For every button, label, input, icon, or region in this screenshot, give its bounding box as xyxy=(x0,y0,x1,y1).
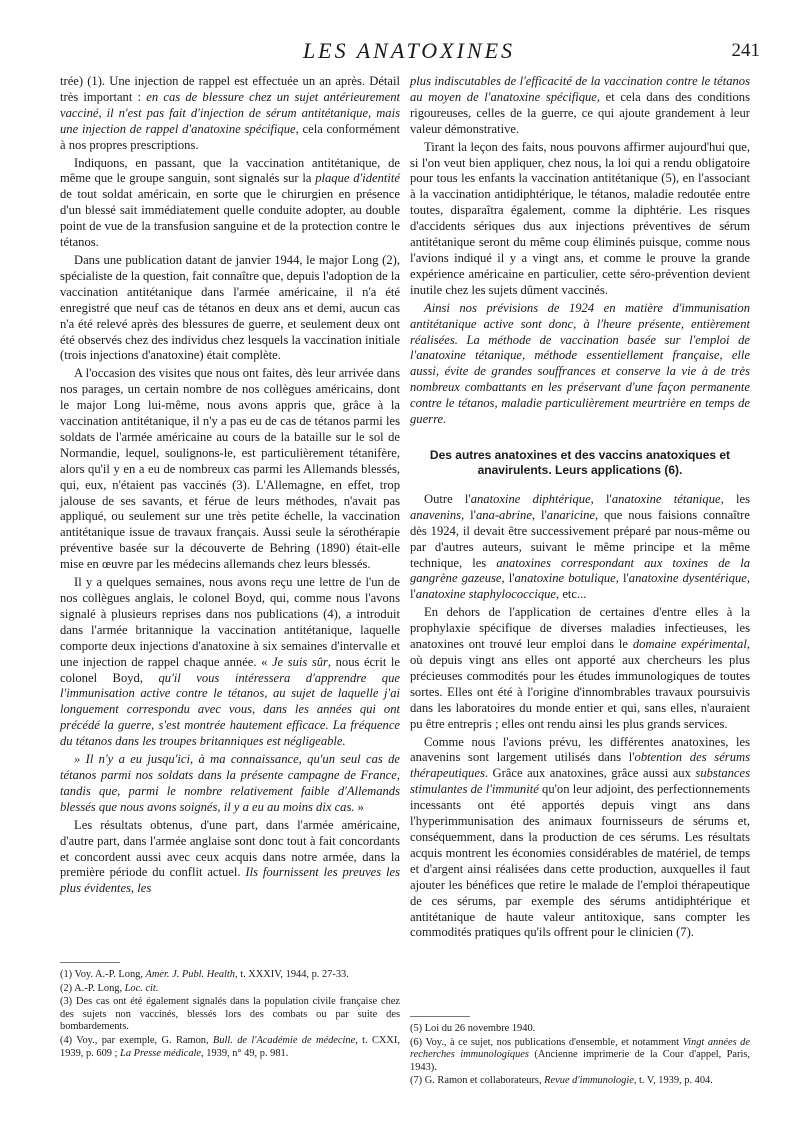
footnote xyxy=(410,1037,750,1075)
italic-text: La Presse médicale xyxy=(120,1047,202,1059)
italic-text: anatoxine tétanique xyxy=(611,491,721,506)
page-number: 241 xyxy=(731,40,760,61)
paragraph xyxy=(60,74,400,154)
text-run: , les xyxy=(720,491,750,506)
italic-text: anavenins xyxy=(410,507,462,522)
text-run: Comme nous l'avions prévu, les différentes anatoxines, les anavenins sont largement utilisés dans l' xyxy=(410,734,750,765)
italic-text: substances stimulantes de l'immunité xyxy=(410,766,750,797)
text-run: , cela conformément à nos propres prescriptions. xyxy=(60,121,400,152)
text-run: , etc... xyxy=(556,587,587,602)
italic-text: » Il n'y a eu jusqu'ici, à ma connaissance, qu'un seul cas de tétanos parmi nos soldats dans la présente campagne de France, tandis que, parmi le nombre relativement faible d'Allemands blessés que nous avons soignés, il y a eu au moins dix cas. xyxy=(60,752,400,814)
paragraph xyxy=(60,366,400,573)
paragraph xyxy=(60,575,400,750)
italic-text: Vingt années de recherches immunologiques xyxy=(410,1036,750,1061)
text-run: A l'occasion des visites que nous ont faites, dès leur arrivée dans nos parages, un certain nombre de nos collègues américains, dont le major Long lui-même, nous avons appris que, grâce à la vaccination antitétanique, il n'y a pas eu de cas de tétanos parmi les soldats de l'armée américaine au cours de la bataille sur le sol de Normandie, lequel, soulignons-le, est particulièrement tétanifère, alors qu'il y en a eu de nombreux cas parmi les Allemands blessés, qui, eux, n'étaient pas vaccinés (3). L'Allemagne, en effet, trop jalouse de ses savants, et férue de leurs méthodes, n'avait pas appliqué, ou seulement sur une très petite échelle, la vaccination antitétanique issue de travaux français. Aussi seule la sérothérapie préventive basée sur la découverte de Behring (1890) était-elle mise en œuvre par les médecins allemands chez leurs blessés. xyxy=(60,366,400,572)
text-run: , 1939, n° 49, p. 981. xyxy=(201,1047,289,1059)
paragraph xyxy=(410,735,750,942)
italic-text: Loc. cit. xyxy=(124,982,159,994)
text-run: Indiquons, en passant, que la vaccination antitétanique, de même que le groupe sanguin, sont signalés sur la xyxy=(60,155,400,186)
italic-text: domaine expérimental xyxy=(632,637,747,652)
italic-text: plus indiscutables de l'efficacité de la vaccination contre le tétanos au moyen de l'anatoxine spécifique xyxy=(410,74,750,104)
italic-text: anatoxine diphtérique xyxy=(470,491,591,506)
right-footnotes xyxy=(410,1016,750,1089)
text-run: (3) Des cas ont été également signalés dans la population civile française chez des sujets non vaccinés, blessés lors des combats ou par suite des bombardements. xyxy=(60,996,400,1033)
italic-text: anatoxine staphylococcique xyxy=(415,587,557,602)
italic-text: anaricine xyxy=(546,507,596,522)
left-footnotes xyxy=(60,962,400,1061)
text-run: , où depuis vingt ans elles ont apporté aux chercheurs les plus précieuses commodités pour les études immunologiques de toutes sortes. Elles ont été à l'origine d'innombrables travaux poursuivis dans les laboratoires du monde entier et qui, sans elles, n'auraient pu être entrepris ; elles ont rendu ainsi les plus grands services. xyxy=(410,637,751,731)
italic-text: obtention des sérums thérapeutiques xyxy=(410,750,750,781)
paragraph xyxy=(410,605,750,732)
footnote xyxy=(60,983,400,996)
footnote-list xyxy=(410,1023,750,1088)
footnote-rule xyxy=(60,962,120,963)
text-run: , l' xyxy=(531,507,547,522)
italic-text: Revue d'immunologie xyxy=(544,1075,634,1087)
text-run: (6) Voy., à ce sujet, nos publications d'ensemble, et notamment xyxy=(410,1036,683,1048)
paragraph xyxy=(410,301,750,428)
text-run: . Grâce aux anatoxines, grâce aussi aux xyxy=(484,766,696,781)
italic-text: qu'il vous intéressera d'apprendre que l'immunisation active contre le tétanos, au sujet de laquelle j'ai longuement correspondu avec vous, dans les années qui ont précédé la guerre, s'est montrée hautement efficace. La fréquence du tétanos dans les troupes britanniques est négligeable. xyxy=(60,670,400,749)
footnote-list xyxy=(60,969,400,1060)
italic-text: anatoxine dysentérique xyxy=(628,571,747,586)
text-run: Tirant la leçon des faits, nous pouvons affirmer aujourd'hui que, si l'on veut bien appliquer, chez nous, la loi qui a rendu obligatoire pour tous les enfants la vaccination antitétanique (5), en l'associant à la vaccination antidiphtérique, le tétanos, maladie redoutée entre toutes, disparaîtra également, comme la diphtérie. Les risques d'accidents sériques dus aux injections préventives de sérum antitétanique seront du même coup éliminés puisque, comme nous l'avions indiqué il y a vingt ans, et comme le prouve la grande expérience américaine en particulier, cette séro-prévention devient inutile chez les sujets dûment vaccinés. xyxy=(410,139,750,297)
paragraph xyxy=(60,752,400,816)
text-run: Il y a quelques semaines, nous avons reçu une lettre de l'un de nos collègues anglais, le colonel Boyd, qui, comme nous l'avons signalé à plusieurs reprises dans nos publications (4), a introduit dans l'armée britannique la vaccination antitétanique, laquelle comporte deux injections d'anatoxine à six semaines d'intervalle et une injection de rappel chaque année. « xyxy=(60,575,400,669)
text-run: , l' xyxy=(615,571,629,586)
footnote xyxy=(60,1035,400,1060)
page-header xyxy=(58,38,760,68)
footnote xyxy=(410,1023,750,1036)
running-title: LES ANATOXINES xyxy=(302,38,516,63)
paragraph xyxy=(410,492,750,603)
italic-text: ana-abrine xyxy=(475,507,532,522)
text-run: de tout soldat américain, en sorte que le chirurgien en présence d'un blessé sait immédiatement quelle conduite adopter, au double point de vue de la transfusion sanguine et de la protection contre le tétanos. xyxy=(60,187,400,250)
text-run: , t. V, 1939, p. 404. xyxy=(633,1075,713,1087)
italic-text: plaque d'identité xyxy=(315,171,400,186)
text-run: (4) Voy., par exemple, G. Ramon, xyxy=(60,1034,213,1046)
text-run: , l' xyxy=(461,507,476,522)
footnote xyxy=(410,1075,750,1088)
paragraph xyxy=(60,253,400,364)
text-run: , l' xyxy=(410,571,750,602)
text-run: Dans une publication datant de janvier 1944, le major Long (2), spécialiste de la question, fait connaître que, depuis l'adoption de la vaccination antitétanique dans l'armée américaine, il n'a été enregistré que neuf cas de tétanos en deux ans et demi, aucun cas n'a été relevé après des blessures de guerre, et seulement deux ont été observés chez des individus chez lesquels la vaccination initiale (trois injections d'anatoxine) était complète. xyxy=(60,252,400,363)
text-run: Outre l' xyxy=(424,491,471,506)
italic-text: Ainsi nos prévisions de 1924 en matière d'immunisation antitétanique active sont donc, à l'heure présente, entièrement réalisées. La méthode de vaccination basée sur l'emploi de l'anatoxine tétanique, méthode essentiellement française, elle aussi, évite de grandes souffrances et conserve la vie à de très nombreux combattants en les préservant d'une façon permanente contre le tétanos, maladie particulièrement meurtrière en temps de guerre. xyxy=(410,300,750,427)
text-run: , nous écrit le colonel Boyd, xyxy=(60,654,400,685)
text-run: En dehors de l'application de certaines d'entre elles à la prophylaxie spécifique de diverses maladies infectieuses, les anatoxines ont trouvé leur emploi dans le xyxy=(410,605,750,652)
section-heading: Des autres anatoxines et des vaccins anatoxiques et anavirulents. Leurs applications (6). xyxy=(429,447,731,477)
text-run: qu'on leur adjoint, des perfectionnements incessants ont été apportés depuis vingt ans dans l'hyperimmunisation des animaux fournisseurs de sérums et, conséquemment, dans la production de ces sérums. Les résultats acquis montrent les économies considérables de matériel, de temps et d'argent ainsi réalisées dans cette production, auxquelles il faut ajouter les bénéfices que retire le malade de l'emploi thérapeutique de ces sérums, par exemple des sérums antidiphtérique et antitétanique de haute valeur antitoxique, sans compter les commodités pratiques qu'ils offrent pour le clinicien (7). xyxy=(410,782,750,940)
text-run: Les résultats obtenus, d'une part, dans l'armée américaine, d'autre part, dans l'armée anglaise sont donc tout à fait concordants et concordent aussi avec ceux acquis dans notre armée, dans la première période du conflit actuel. xyxy=(60,817,400,880)
italic-text: Bull. de l'Académie de médecine xyxy=(212,1034,356,1046)
text-run: , t. XXXIV, 1944, p. 27-33. xyxy=(235,969,349,980)
paragraph xyxy=(410,140,750,299)
footnote xyxy=(60,996,400,1034)
italic-text: Ils fournissent les preuves les plus évidentes, les xyxy=(60,865,400,896)
text-run: (5) Loi du 26 novembre 1940. xyxy=(410,1023,536,1034)
text-run: (2) A.-P. Long, xyxy=(60,982,125,994)
text-run: (Ancienne imprimerie de la Cour d'appel, Paris, 1943). xyxy=(410,1049,750,1073)
italic-text: anatoxine botulique xyxy=(514,571,616,586)
text-run: trée) (1). Une injection de rappel est effectuée un an après. Détail très important : xyxy=(60,74,400,104)
paragraph xyxy=(410,74,750,138)
text-run: (1) Voy. A.-P. Long, xyxy=(60,969,146,980)
paragraph xyxy=(60,156,400,251)
footnote-rule xyxy=(410,1016,470,1017)
text-run: (7) G. Ramon et collaborateurs, xyxy=(410,1075,545,1087)
italic-text: Amer. J. Publ. Health xyxy=(145,969,236,980)
text-run: , et cela dans des conditions rigoureuses, celles de la guerre, ce qui ajoute grandement à leur valeur démonstrative. xyxy=(410,89,750,136)
text-run: » xyxy=(354,799,364,814)
italic-text: anatoxines correspondant aux toxines de la gangrène gazeuse xyxy=(410,555,750,586)
text-run: , t. CXXI, 1939, p. 609 ; xyxy=(60,1034,400,1059)
text-run: , l' xyxy=(590,491,612,506)
footnote xyxy=(60,969,400,982)
right-column xyxy=(410,74,750,941)
paragraph xyxy=(60,818,400,898)
italic-text: Je suis sûr xyxy=(271,654,328,669)
text-run: , que nous faisions connaître dès 1924, il devait être successivement préparé par nous-même ou par d'autres auteurs, suivant le même principe et la même technique, les xyxy=(410,507,750,570)
left-column xyxy=(60,74,400,897)
text-run: , l' xyxy=(501,571,515,586)
italic-text: en cas de blessure chez un sujet antérieurement vacciné, il n'est pas fait d'injection de sérum antitétanique, mais une injection de rappel d'anatoxine spécifique xyxy=(60,89,400,136)
